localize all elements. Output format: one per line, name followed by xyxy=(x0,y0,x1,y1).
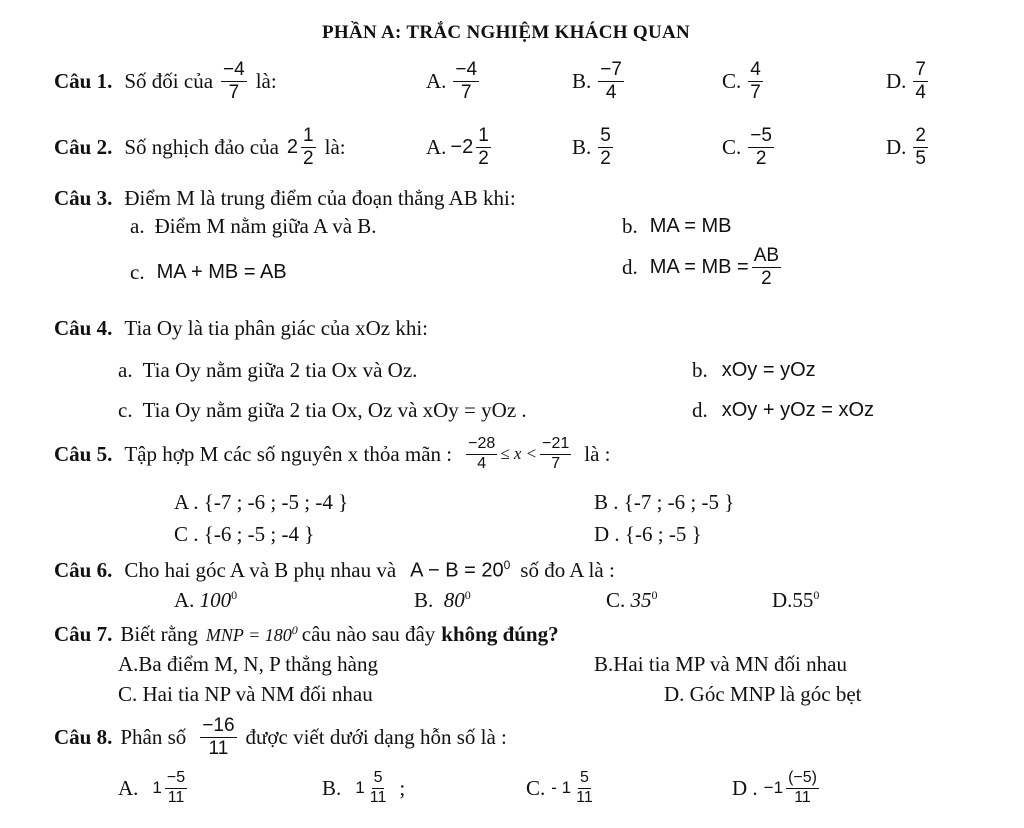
option-label: c. xyxy=(130,260,145,284)
numerator: 7 xyxy=(915,59,926,80)
option-b[interactable] xyxy=(322,770,405,807)
fraction xyxy=(574,770,595,807)
numerator: −28 xyxy=(466,436,497,455)
fraction xyxy=(913,126,928,169)
option-a[interactable] xyxy=(426,126,494,169)
option-c[interactable] xyxy=(526,770,598,807)
denominator: 11 xyxy=(208,737,229,759)
fraction xyxy=(598,60,624,103)
option-text: MA + MB = AB xyxy=(156,261,287,283)
option-label: D. xyxy=(886,68,907,93)
option-b[interactable] xyxy=(622,214,731,239)
numerator: 5 xyxy=(600,125,611,146)
option-b[interactable] xyxy=(572,126,616,169)
denominator: 4 xyxy=(477,454,487,472)
option-c[interactable] xyxy=(118,398,527,423)
option-label: b. xyxy=(692,358,708,382)
option-d[interactable] xyxy=(692,398,874,423)
fraction xyxy=(453,60,479,103)
denominator: 11 xyxy=(576,788,593,806)
option-a[interactable] xyxy=(426,60,482,103)
denominator: 4 xyxy=(915,81,926,103)
expression-text: MNP = 180 xyxy=(205,625,292,645)
option-c[interactable] xyxy=(722,126,777,169)
option-label: C. xyxy=(722,68,742,93)
option-c[interactable] xyxy=(130,260,287,285)
option-value: 80 xyxy=(443,588,465,612)
option-a[interactable] xyxy=(174,588,237,613)
denominator: 11 xyxy=(167,788,185,806)
option-b[interactable]: B.Hai tia MP và MN đối nhau xyxy=(594,652,847,676)
option-label: D. xyxy=(772,588,793,612)
option-d[interactable] xyxy=(886,126,931,169)
emphasis-text: không đúng? xyxy=(441,622,559,646)
question-7 xyxy=(54,622,559,647)
option-label: C. xyxy=(606,588,626,612)
option-label: B. xyxy=(572,68,592,93)
question-text: là: xyxy=(255,68,277,93)
denominator: 4 xyxy=(605,81,617,103)
equation xyxy=(410,558,510,583)
option-d[interactable]: D . {-6 ; -5 } xyxy=(594,522,702,546)
question-6 xyxy=(54,558,615,583)
question-2 xyxy=(54,126,346,169)
mixed-whole: 1 xyxy=(355,778,365,798)
option-d[interactable] xyxy=(622,246,784,289)
question-4 xyxy=(54,316,428,341)
option-d[interactable] xyxy=(732,770,822,807)
option-text: MA = MB xyxy=(649,215,732,237)
question-text: Biết rằng xyxy=(120,622,198,646)
option-label: d. xyxy=(622,254,638,279)
question-text: được viết dưới dạng hỗn số là : xyxy=(245,724,507,749)
fraction xyxy=(786,770,819,807)
numerator: AB xyxy=(753,245,780,266)
option-value: 35 xyxy=(630,588,652,612)
question-text: Số đối của xyxy=(124,68,214,93)
degree-sign: 0 xyxy=(231,588,238,602)
question-number: Câu 2. xyxy=(54,134,113,159)
question-number: Câu 5. xyxy=(54,441,113,466)
option-label: a. xyxy=(130,214,145,238)
denominator: 11 xyxy=(794,788,811,806)
option-text: Điểm M nằm giữa A và B. xyxy=(154,214,377,238)
numerator: 5 xyxy=(372,770,385,789)
question-text: là: xyxy=(324,134,346,159)
numerator: −21 xyxy=(540,436,571,455)
numerator: −4 xyxy=(223,59,245,80)
option-label: a. xyxy=(118,358,133,382)
numerator: −7 xyxy=(600,59,622,80)
option-c[interactable]: C . {-6 ; -5 ; -4 } xyxy=(174,522,315,546)
option-label: B. xyxy=(414,588,434,612)
option-text: xOy = yOz xyxy=(721,359,816,381)
option-label: D. xyxy=(886,134,907,159)
question-text: Tập hợp M các số nguyên x thỏa mãn : xyxy=(124,441,453,466)
option-label: A. xyxy=(426,134,447,159)
option-text: xOy + yOz = xOz xyxy=(721,399,875,421)
option-label: c. xyxy=(118,398,133,422)
denominator: 2 xyxy=(761,267,772,289)
option-b[interactable] xyxy=(692,358,816,383)
option-label: A. xyxy=(174,588,195,612)
fraction xyxy=(301,126,316,169)
option-label: A. xyxy=(426,68,447,93)
denominator: 7 xyxy=(551,454,561,472)
question-3 xyxy=(54,186,516,211)
fraction xyxy=(200,716,236,759)
degree-sign: 0 xyxy=(503,558,511,573)
option-a[interactable]: A.Ba điểm M, N, P thẳng hàng xyxy=(118,652,378,676)
option-label: C. xyxy=(526,775,546,800)
option-text: Tia Oy nằm giữa 2 tia Ox, Oz và xOy = yOz . xyxy=(142,398,527,422)
question-number: Câu 6. xyxy=(54,558,113,582)
question-text: là : xyxy=(584,441,611,466)
mixed-whole: 2 xyxy=(286,135,299,158)
fraction xyxy=(540,436,571,473)
degree-sign: 0 xyxy=(813,588,820,602)
numerator: 4 xyxy=(750,59,761,80)
question-text: Cho hai góc A và B phụ nhau và xyxy=(124,558,397,582)
option-c[interactable] xyxy=(606,588,658,613)
numerator: (−5) xyxy=(786,770,819,789)
numerator: 5 xyxy=(578,770,591,789)
option-d[interactable]: D. Góc MNP là góc bẹt xyxy=(664,682,862,706)
mixed-whole: −2 xyxy=(450,135,474,158)
option-c[interactable]: C. Hai tia NP và NM đối nhau xyxy=(118,682,373,706)
denominator: 2 xyxy=(303,147,314,169)
fraction xyxy=(466,436,497,473)
fraction xyxy=(748,126,774,169)
question-text: Số nghịch đảo của xyxy=(124,134,279,159)
fraction xyxy=(598,126,613,169)
inequality: ≤ x < xyxy=(500,444,538,464)
option-text: Tia Oy nằm giữa 2 tia Ox và Oz. xyxy=(142,358,418,382)
option-label: D . xyxy=(732,775,758,800)
fraction xyxy=(752,246,781,289)
denominator: 7 xyxy=(750,81,761,103)
option-value: 55 xyxy=(792,588,814,612)
degree-sign: 0 xyxy=(464,588,471,602)
separator: ; xyxy=(399,775,406,800)
option-b[interactable]: B . {-7 ; -6 ; -5 } xyxy=(594,490,735,514)
mixed-whole: 1 xyxy=(152,778,162,798)
fraction xyxy=(368,770,389,807)
option-text: MA = MB = xyxy=(649,255,749,278)
option-label: A. xyxy=(118,775,139,800)
numerator: −5 xyxy=(750,125,772,146)
question-text: Tia Oy là tia phân giác của xOz khi: xyxy=(124,316,429,340)
fraction xyxy=(476,126,491,169)
question-text: số đo A là : xyxy=(520,558,615,582)
denominator: 2 xyxy=(600,147,611,169)
denominator: 7 xyxy=(460,81,472,103)
numerator: 2 xyxy=(915,125,926,146)
option-d[interactable] xyxy=(886,60,931,103)
fraction xyxy=(748,60,763,103)
fraction xyxy=(165,770,187,807)
denominator: 11 xyxy=(369,788,387,806)
option-a[interactable]: A . {-7 ; -6 ; -5 ; -4 } xyxy=(174,490,349,514)
option-a[interactable] xyxy=(118,770,190,807)
option-b[interactable] xyxy=(572,60,627,103)
option-a[interactable] xyxy=(130,214,377,239)
denominator: 2 xyxy=(755,147,767,169)
question-5 xyxy=(54,436,611,473)
option-label: d. xyxy=(692,398,708,422)
option-value: 100 xyxy=(199,588,232,612)
denominator: 7 xyxy=(228,81,240,103)
denominator: 2 xyxy=(478,147,489,169)
numerator: −16 xyxy=(202,715,235,736)
question-number: Câu 1. xyxy=(54,68,113,93)
question-text: Điểm M là trung điểm của đoạn thẳng AB khi: xyxy=(124,186,516,210)
degree-sign: 0 xyxy=(291,623,298,637)
option-label: B. xyxy=(572,134,592,159)
question-text: Phân số xyxy=(120,724,187,749)
equation-text: A − B = 20 xyxy=(410,559,504,582)
option-a[interactable] xyxy=(118,358,417,383)
numerator: 1 xyxy=(478,125,489,146)
fraction xyxy=(913,60,928,103)
mixed-whole: −1 xyxy=(763,778,784,798)
question-8 xyxy=(54,716,507,759)
mixed-whole: - 1 xyxy=(551,778,572,798)
numerator: −5 xyxy=(165,770,187,789)
question-number: Câu 7. xyxy=(54,622,113,646)
question-text: câu nào sau đây xyxy=(301,622,436,646)
option-b[interactable] xyxy=(414,588,471,613)
expression xyxy=(206,623,298,646)
numerator: 1 xyxy=(303,125,314,146)
question-number: Câu 3. xyxy=(54,186,113,210)
degree-sign: 0 xyxy=(651,588,658,602)
option-label: b. xyxy=(622,214,638,238)
question-number: Câu 4. xyxy=(54,316,113,340)
question-number: Câu 8. xyxy=(54,724,113,749)
denominator: 5 xyxy=(915,147,926,169)
option-label: C. xyxy=(722,134,742,159)
section-title: PHẦN A: TRẮC NGHIỆM KHÁCH QUAN xyxy=(322,22,691,43)
fraction xyxy=(221,60,247,103)
question-1 xyxy=(54,60,277,103)
numerator: −4 xyxy=(455,59,478,80)
option-label: B. xyxy=(322,775,342,800)
option-d[interactable] xyxy=(772,588,819,613)
option-c[interactable] xyxy=(722,60,766,103)
